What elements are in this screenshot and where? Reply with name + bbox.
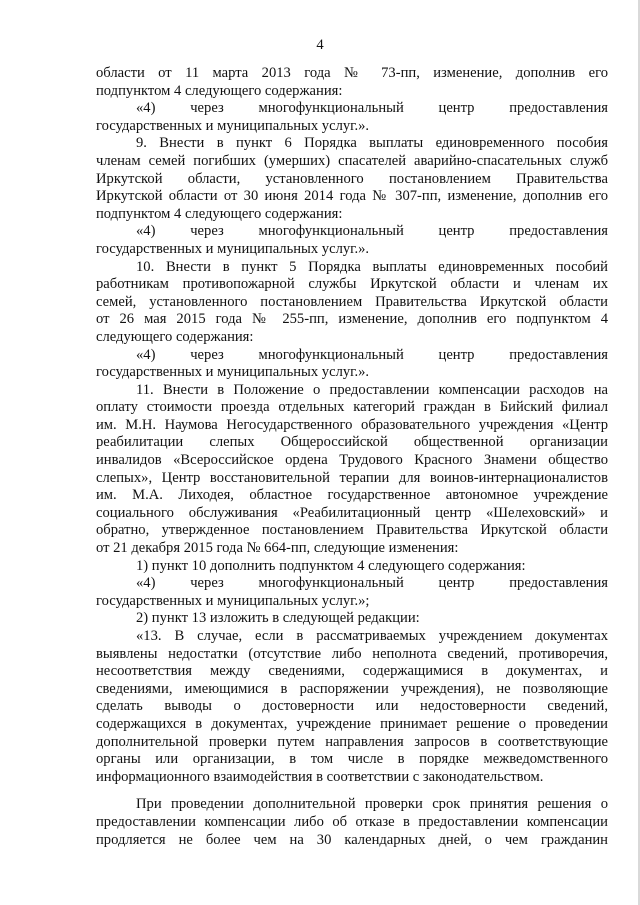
text-line: государственных и муниципальных услуг.». bbox=[96, 364, 370, 381]
text-line: Иркутской области, установленного постановлением Правительства bbox=[96, 170, 608, 187]
text-line: выявлены недостатки (отсутствие либо неполнота сведений, противоречия, bbox=[96, 645, 608, 662]
text-line: Иркутской области от 30 июня 2014 года № 307-пп, изменение, дополнив его bbox=[96, 188, 608, 205]
text-line: государственных и муниципальных услуг.»; bbox=[96, 592, 370, 609]
text-line: слепых», Центр восстановительной терапии для воинов-интернационалистов bbox=[96, 469, 608, 486]
text-line: от 26 мая 2015 года № 255-пп, изменение, дополнив его подпунктом 4 bbox=[96, 311, 608, 328]
text-line: сделать выводы о достоверности или недостоверности сведений, bbox=[96, 698, 608, 715]
text-line: работникам противопожарной службы Иркутской области и членам их bbox=[96, 276, 608, 293]
text-line: государственных и муниципальных услуг.». bbox=[96, 240, 370, 257]
text-line: подпунктом 4 следующего содержания: bbox=[96, 82, 343, 99]
text-line: 10. Внести в пункт 5 Порядка выплаты единовременных пособий bbox=[136, 258, 608, 275]
text-line: следующего содержания: bbox=[96, 328, 254, 345]
text-line: «4) через многофункциональный центр предоставления bbox=[136, 100, 608, 117]
text-line: «4) через многофункциональный центр предоставления bbox=[136, 346, 608, 363]
text-line: информационного взаимодействия в соответствии с законодательством. bbox=[96, 768, 544, 785]
text-line: «4) через многофункциональный центр предоставления bbox=[136, 575, 608, 592]
text-line: 1) пункт 10 дополнить подпунктом 4 следующего содержания: bbox=[136, 557, 526, 574]
text-line: подпунктом 4 следующего содержания: bbox=[96, 205, 343, 222]
text-line: органы или организации, в том числе в порядке межведомственного bbox=[96, 751, 608, 768]
text-line: оплату стоимости проезда отдельных категорий граждан в Бийский филиал bbox=[96, 399, 608, 416]
page-number: 4 bbox=[316, 37, 324, 53]
text-line: несоответствия между сведениями, содержащимися в документах, и bbox=[96, 663, 608, 680]
text-line: сведениями, имеющимися в распоряжении учреждения), не позволяющие bbox=[96, 680, 608, 697]
text-line: области от 11 марта 2013 года № 73-пп, изменение, дополнив его bbox=[96, 65, 608, 81]
text-line: членам семей погибших (умерших) спасателей аварийно-спасательных служб bbox=[96, 152, 608, 169]
text-line: социального обслуживания «Реабилитационный центр «Шелеховский» и bbox=[96, 504, 608, 521]
text-line: предоставлении компенсации либо об отказе в предоставлении компенсации bbox=[96, 813, 608, 830]
paragraph-gap bbox=[96, 786, 608, 796]
text-line: семей, установленного постановлением Правительства Иркутской области bbox=[96, 293, 608, 310]
document-body bbox=[96, 65, 608, 849]
text-line: реабилитации слепых Общероссийской общественной организации bbox=[96, 434, 608, 451]
text-line: обратно, утвержденное постановлением Правительства Иркутской области bbox=[96, 522, 608, 539]
text-line: При проведении дополнительной проверки срок принятия решения о bbox=[136, 796, 608, 813]
text-line: инвалидов «Всероссийское ордена Трудового Красного Знамени общество bbox=[96, 452, 608, 469]
text-line: «13. В случае, если в рассматриваемых учреждением документах bbox=[136, 628, 608, 644]
text-line: дополнительной проверки путем направления запросов в соответствующие bbox=[96, 733, 608, 750]
text-line: им. М.А. Лиходея, областное государственное автономное учреждение bbox=[96, 487, 608, 504]
text-line: «4) через многофункциональный центр предоставления bbox=[136, 223, 608, 240]
text-line: государственных и муниципальных услуг.». bbox=[96, 117, 370, 134]
text-line: содержащихся в документах, учреждение принимает решение о проведении bbox=[96, 715, 608, 732]
text-line: 11. Внести в Положение о предоставлении компенсации расходов на bbox=[136, 381, 608, 398]
text-line: им. М.Н. Наумова Негосударственного образовательного учреждения «Центр bbox=[96, 416, 608, 433]
text-line: 2) пункт 13 изложить в следующей редакции: bbox=[136, 610, 420, 627]
text-line: 9. Внести в пункт 6 Порядка выплаты единовременного пособия bbox=[136, 135, 608, 152]
text-line: от 21 декабря 2015 года № 664-пп, следующие изменения: bbox=[96, 540, 459, 557]
text-line: продляется не более чем на 30 календарных дней, о чем гражданин bbox=[96, 831, 608, 848]
